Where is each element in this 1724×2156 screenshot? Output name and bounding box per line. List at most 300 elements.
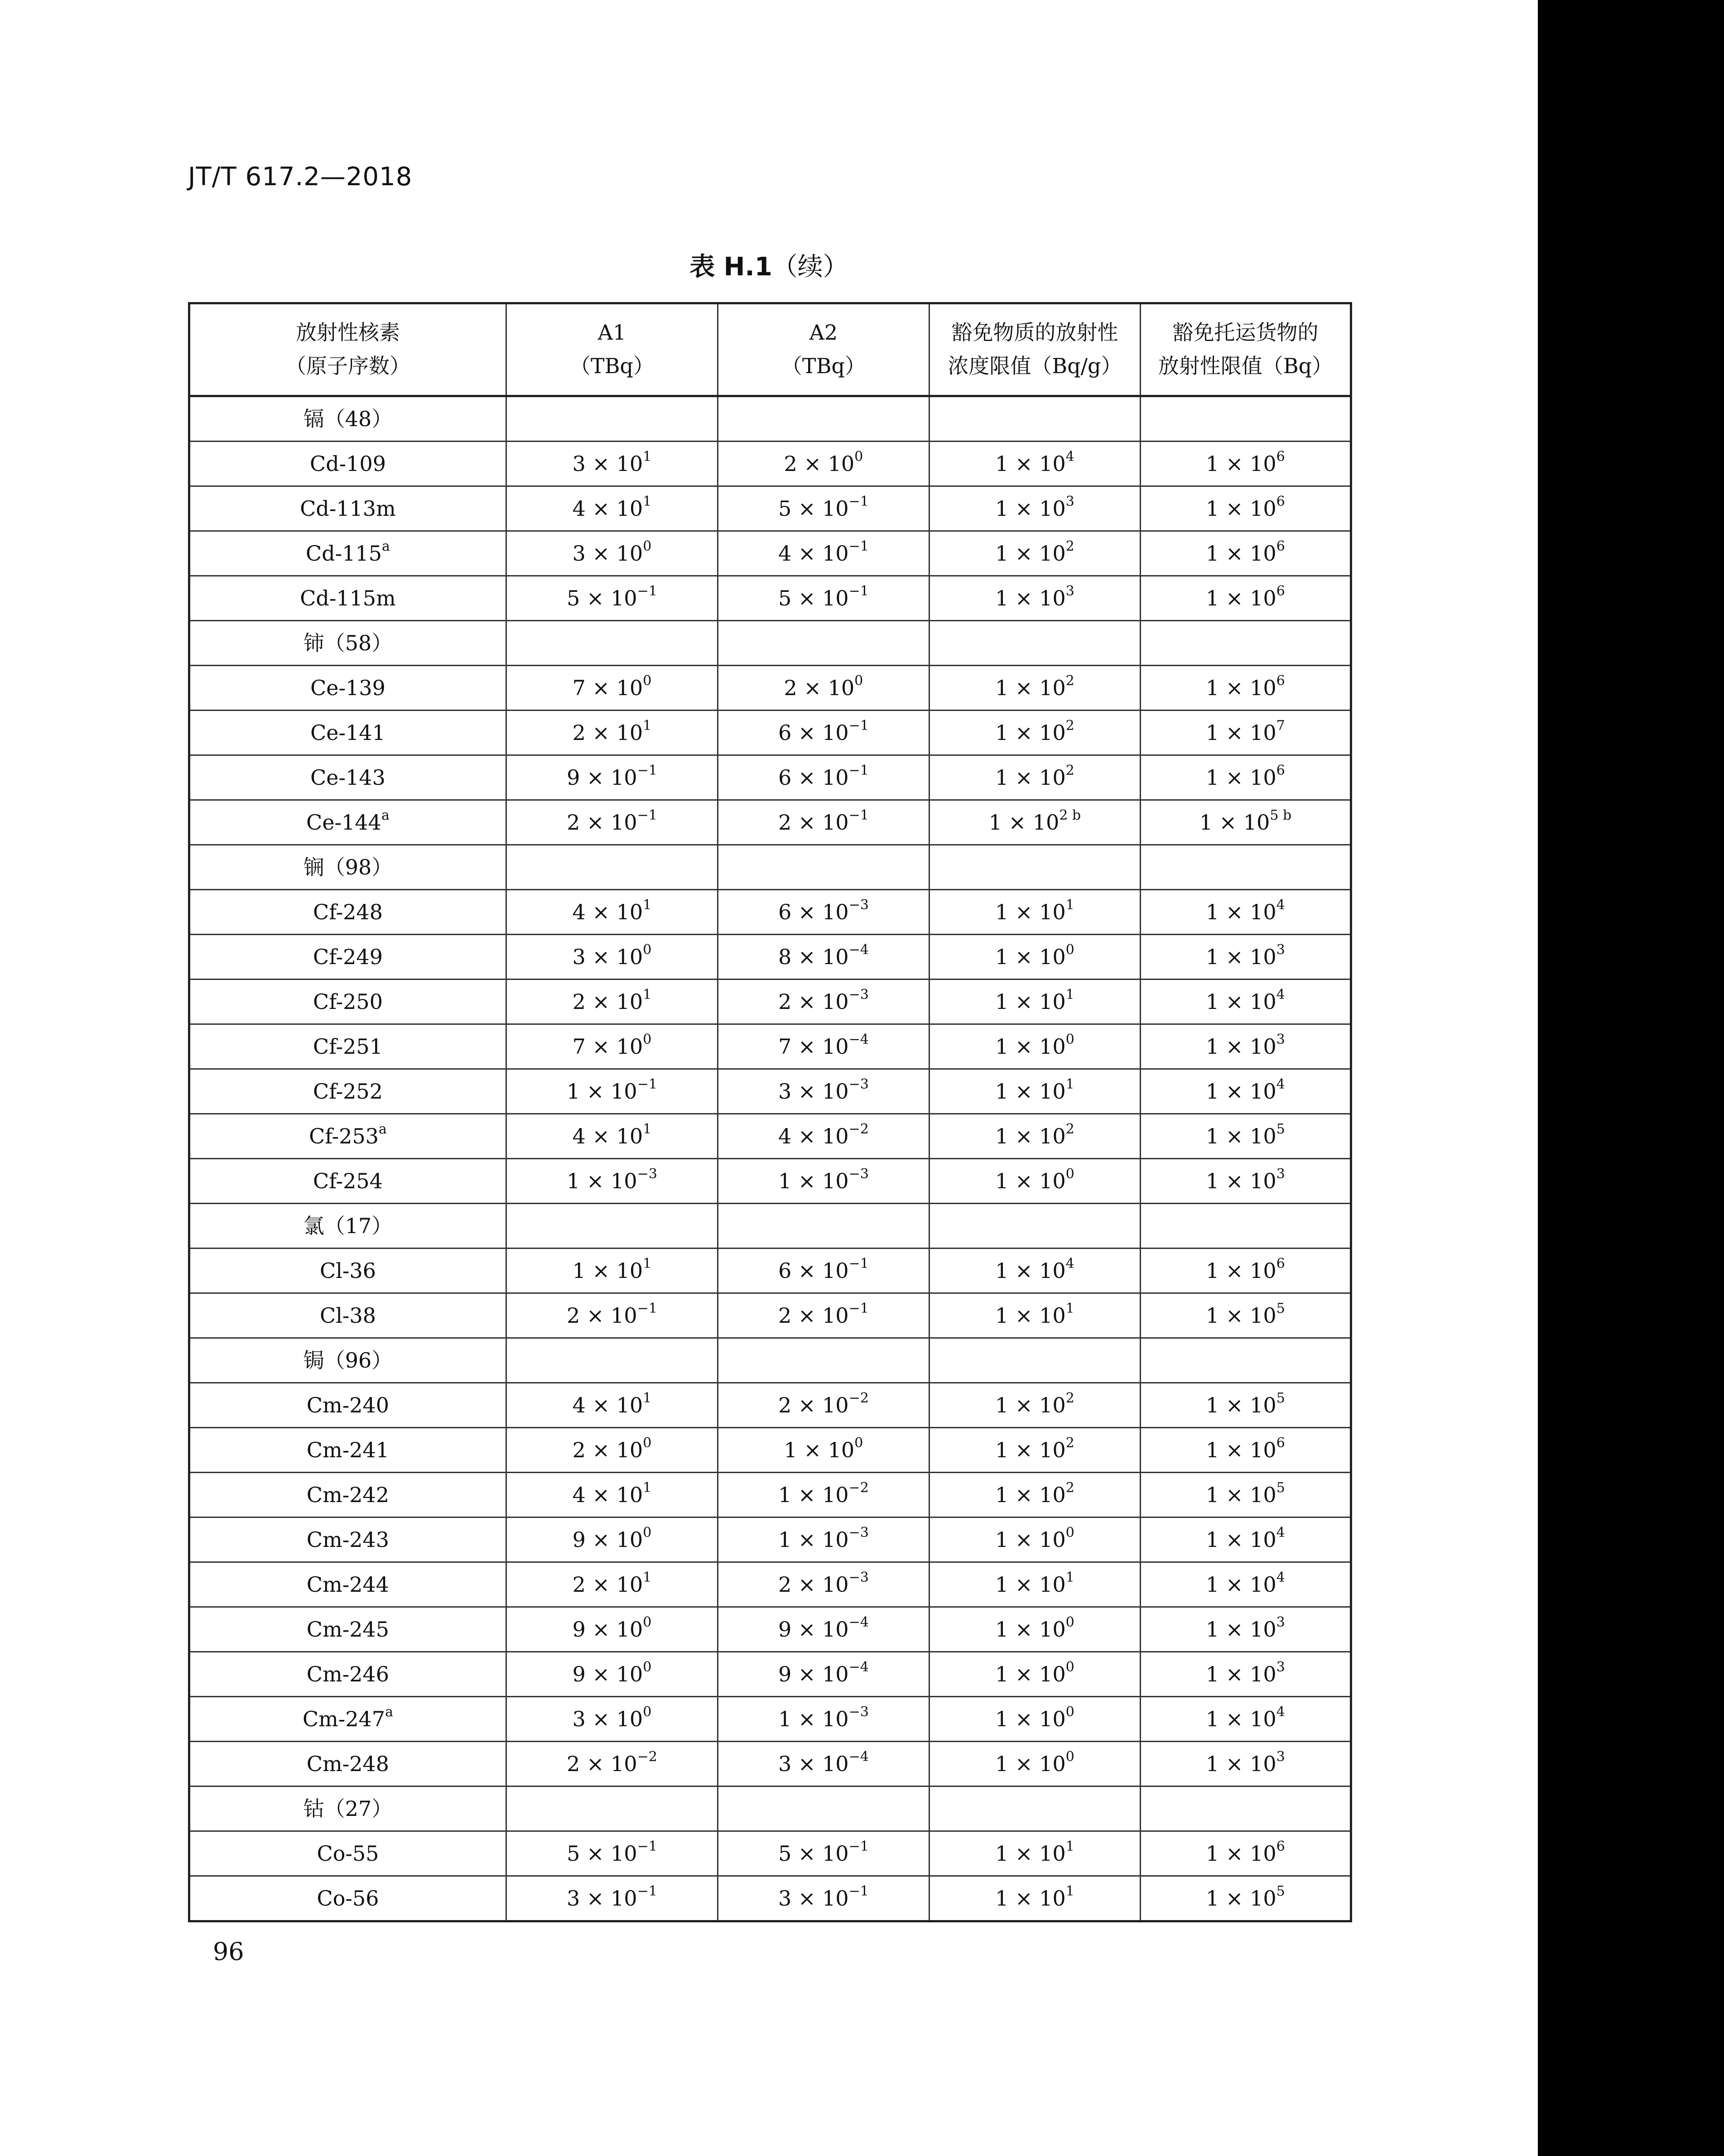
power-base: 10: [822, 1393, 849, 1417]
power-base: 10: [822, 1751, 849, 1776]
a1-value: [506, 576, 718, 621]
exponent: 5: [1276, 1390, 1285, 1406]
times-sign: ×: [1226, 1393, 1243, 1417]
power-base: 10: [616, 1706, 643, 1731]
a2-value: [718, 1428, 929, 1473]
power-base: 10: [1039, 1124, 1066, 1148]
exponent: 1: [643, 897, 652, 913]
exponent: −3: [848, 1076, 869, 1092]
times-sign: ×: [1226, 1258, 1243, 1283]
a1-value: [506, 1607, 718, 1652]
exempt-concentration-value: [929, 1742, 1141, 1786]
mantissa: 9: [572, 1661, 586, 1686]
power-base: 10: [822, 1706, 849, 1731]
nuclide-name: Cm-245: [306, 1617, 390, 1642]
a2-value: [718, 1159, 929, 1204]
power-base: 10: [1039, 944, 1066, 969]
times-sign: ×: [586, 586, 604, 610]
exponent: 1: [643, 1121, 652, 1137]
power-base: 10: [616, 1572, 643, 1597]
times-sign: ×: [1226, 1437, 1243, 1462]
exempt-consignment-value: [1141, 800, 1351, 845]
exempt-consignment-value: [1141, 1428, 1351, 1473]
power-base: 10: [1039, 1706, 1066, 1731]
exempt-concentration-value: [929, 1293, 1141, 1338]
mantissa: 1: [1206, 541, 1219, 566]
exponent: 1: [643, 1479, 652, 1496]
exempt-concentration-value: [929, 800, 1141, 845]
exempt-consignment-value: [1141, 1114, 1351, 1159]
times-sign: ×: [1226, 1124, 1243, 1148]
exponent: −1: [848, 762, 869, 778]
power-base: 10: [616, 1258, 643, 1283]
exempt-concentration-value: [929, 1517, 1141, 1562]
empty-cell: [1141, 1786, 1351, 1831]
empty-cell: [718, 396, 929, 442]
nuclide-name: Ce-141: [310, 720, 385, 745]
mantissa: 1: [995, 1661, 1009, 1686]
power-base: 10: [1039, 1303, 1066, 1328]
a1-value: [506, 711, 718, 755]
times-sign: ×: [586, 810, 604, 835]
times-sign: ×: [798, 1168, 816, 1193]
a2-value: [718, 1114, 929, 1159]
mantissa: 3: [572, 1706, 586, 1731]
power-base: 10: [822, 496, 849, 521]
nuclide-cell: [189, 1293, 506, 1338]
header-line: A2: [809, 320, 838, 345]
exponent: 0: [643, 1614, 652, 1630]
times-sign: ×: [798, 1527, 816, 1552]
table-row: [189, 1473, 1351, 1517]
element-group-row: [189, 396, 1351, 442]
exempt-concentration-value: [929, 1562, 1141, 1607]
a1-value: [506, 1248, 718, 1293]
element-group-row: [189, 621, 1351, 666]
times-sign: ×: [798, 1079, 816, 1104]
table-row: [189, 1876, 1351, 1921]
power-base: 10: [1039, 675, 1066, 700]
exempt-concentration-value: [929, 711, 1141, 755]
exempt-concentration-value: [929, 1069, 1141, 1114]
exempt-consignment-value: [1141, 755, 1351, 800]
power-base: 10: [1250, 765, 1276, 790]
exempt-concentration-value: [929, 890, 1141, 935]
mantissa: 3: [572, 451, 586, 476]
exponent: 1: [643, 1569, 652, 1585]
nuclide-cell: [189, 711, 506, 755]
nuclide-name: Cf-249: [313, 944, 383, 969]
a1-value: [506, 800, 718, 845]
power-base: 10: [1039, 451, 1066, 476]
nuclide-name: Cl-38: [320, 1303, 376, 1328]
mantissa: 1: [995, 1437, 1009, 1462]
mantissa: 1: [1206, 1661, 1219, 1686]
times-sign: ×: [1015, 1751, 1033, 1776]
exponent: 6: [1276, 493, 1285, 509]
a2-value: [718, 1383, 929, 1428]
times-sign: ×: [804, 675, 822, 700]
times-sign: ×: [592, 1258, 610, 1283]
times-sign: ×: [1015, 1841, 1033, 1866]
document-code: JT/T 617.2—2018: [188, 162, 413, 192]
a1-value: [506, 1473, 718, 1517]
nuclide-cell: [189, 1473, 506, 1517]
times-sign: ×: [1015, 496, 1033, 521]
mantissa: 2: [567, 1751, 580, 1776]
times-sign: ×: [592, 1706, 610, 1731]
nuclide-name: Co-56: [317, 1886, 379, 1911]
exponent: 1: [1065, 897, 1074, 913]
times-sign: ×: [798, 1303, 816, 1328]
nuclide-name: Cm-241: [306, 1437, 390, 1462]
exponent: −4: [848, 1748, 869, 1765]
mantissa: 1: [995, 1572, 1009, 1597]
nuclide-cell: [189, 1607, 506, 1652]
power-base: 10: [1039, 765, 1066, 790]
nuclide-name: Cm-246: [306, 1661, 390, 1686]
mantissa: 9: [778, 1661, 792, 1686]
power-base: 10: [1039, 989, 1066, 1014]
exempt-consignment-value: [1141, 1159, 1351, 1204]
times-sign: ×: [1226, 720, 1243, 745]
exponent: 5 b: [1270, 807, 1292, 823]
header-exempt-consignment: [1141, 303, 1351, 396]
times-sign: ×: [798, 1751, 816, 1776]
empty-cell: [1141, 1204, 1351, 1248]
times-sign: ×: [798, 1393, 816, 1417]
power-base: 10: [822, 765, 849, 790]
mantissa: 1: [995, 899, 1009, 924]
times-sign: ×: [592, 1124, 610, 1148]
power-base: 10: [1250, 1393, 1276, 1417]
exponent: 5: [1276, 1479, 1285, 1496]
footnote-marker: a: [381, 807, 390, 823]
times-sign: ×: [592, 899, 610, 924]
table-row: [189, 576, 1351, 621]
header-line: （TBq）: [781, 354, 866, 378]
empty-cell: [506, 1338, 718, 1383]
nuclide-name: Cd-115m: [300, 586, 396, 610]
exponent: 6: [1276, 762, 1285, 778]
mantissa: 1: [995, 1168, 1009, 1193]
mantissa: 1: [1206, 451, 1219, 476]
power-base: 10: [616, 899, 643, 924]
exponent: 6: [1276, 583, 1285, 599]
times-sign: ×: [592, 944, 610, 969]
nuclide-cell: [189, 442, 506, 486]
a1-value: [506, 890, 718, 935]
header-line: （原子序数）: [285, 354, 410, 378]
mantissa: 2: [778, 810, 792, 835]
empty-cell: [929, 845, 1141, 890]
element-name: 镉（48）: [189, 396, 506, 442]
times-sign: ×: [798, 1706, 816, 1731]
mantissa: 1: [784, 1437, 797, 1462]
mantissa: 1: [1206, 944, 1219, 969]
power-base: 10: [822, 810, 849, 835]
table-row: [189, 1652, 1351, 1697]
a1-value: [506, 666, 718, 711]
exponent: 6: [1276, 1255, 1285, 1272]
footnote-marker: a: [385, 1704, 394, 1720]
mantissa: 1: [1206, 1124, 1219, 1148]
exponent: 0: [854, 672, 863, 689]
exponent: 0: [643, 672, 652, 689]
nuclide-name: Co-55: [317, 1841, 379, 1866]
times-sign: ×: [1015, 1303, 1033, 1328]
power-base: 10: [1250, 1617, 1276, 1642]
times-sign: ×: [1226, 451, 1243, 476]
times-sign: ×: [1226, 675, 1243, 700]
exponent: −4: [848, 941, 869, 958]
mantissa: 1: [567, 1079, 580, 1104]
mantissa: 1: [995, 1034, 1009, 1059]
exponent: 4: [1065, 1255, 1074, 1272]
power-base: 10: [611, 1841, 637, 1866]
times-sign: ×: [1226, 1572, 1243, 1597]
exempt-concentration-value: [929, 1428, 1141, 1473]
exponent: −1: [637, 1300, 657, 1316]
table-title-continued: （续）: [772, 252, 848, 282]
mantissa: 1: [995, 1527, 1009, 1552]
exponent: 4: [1276, 1524, 1285, 1541]
power-base: 10: [616, 1527, 643, 1552]
a2-value: [718, 711, 929, 755]
power-base: 10: [1250, 541, 1276, 566]
mantissa: 2: [784, 451, 797, 476]
exempt-consignment-value: [1141, 1069, 1351, 1114]
nuclide-cell: [189, 1876, 506, 1921]
power-base: 10: [616, 1437, 643, 1462]
times-sign: ×: [1015, 1886, 1033, 1911]
exponent: −3: [848, 1704, 869, 1720]
times-sign: ×: [1226, 899, 1243, 924]
header-exempt-concentration: [929, 303, 1141, 396]
nuclide-name: Ce-139: [310, 675, 385, 700]
power-base: 10: [822, 989, 849, 1014]
mantissa: 2: [572, 1572, 586, 1597]
power-base: 10: [1250, 1751, 1276, 1776]
exponent: 3: [1065, 493, 1074, 509]
times-sign: ×: [1015, 541, 1033, 566]
exponent: 3: [1276, 1614, 1285, 1630]
exempt-concentration-value: [929, 1607, 1141, 1652]
mantissa: 1: [995, 451, 1009, 476]
table-row: [189, 1114, 1351, 1159]
mantissa: 2: [784, 675, 797, 700]
mantissa: 2: [778, 989, 792, 1014]
mantissa: 1: [1206, 1482, 1219, 1507]
exponent: 0: [643, 941, 652, 958]
power-base: 10: [611, 1751, 637, 1776]
exponent: 4: [1276, 897, 1285, 913]
power-base: 10: [616, 1482, 643, 1507]
table-row: [189, 442, 1351, 486]
mantissa: 1: [1206, 496, 1219, 521]
mantissa: 3: [778, 1751, 792, 1776]
times-sign: ×: [1226, 1168, 1243, 1193]
mantissa: 1: [778, 1706, 792, 1731]
nuclide-name: Ce-143: [310, 765, 385, 790]
times-sign: ×: [592, 451, 610, 476]
power-base: 10: [822, 720, 849, 745]
exponent: 3: [1276, 1031, 1285, 1047]
power-base: 10: [611, 1303, 637, 1328]
table-row: [189, 1517, 1351, 1562]
table-row: [189, 980, 1351, 1024]
exempt-concentration-value: [929, 980, 1141, 1024]
power-base: 10: [616, 720, 643, 745]
exponent: 2: [1065, 1435, 1074, 1451]
nuclide-cell: [189, 1517, 506, 1562]
times-sign: ×: [586, 1303, 604, 1328]
nuclide-cell: [189, 1383, 506, 1428]
power-base: 10: [1039, 1572, 1066, 1597]
power-base: 10: [1039, 1168, 1066, 1193]
exempt-concentration-value: [929, 666, 1141, 711]
exempt-consignment-value: [1141, 1024, 1351, 1069]
mantissa: 4: [572, 899, 586, 924]
element-group-row: [189, 1204, 1351, 1248]
mantissa: 1: [995, 1751, 1009, 1776]
empty-cell: [506, 1204, 718, 1248]
exponent: −1: [848, 1838, 869, 1854]
element-name: 锔（96）: [189, 1338, 506, 1383]
times-sign: ×: [1226, 765, 1243, 790]
power-base: 10: [616, 675, 643, 700]
times-sign: ×: [804, 451, 822, 476]
power-base: 10: [822, 1258, 849, 1283]
exponent: 4: [1276, 1704, 1285, 1720]
nuclide-name: Cm-248: [306, 1751, 390, 1776]
mantissa: 1: [1206, 765, 1219, 790]
mantissa: 1: [778, 1168, 792, 1193]
mantissa: 1: [995, 1303, 1009, 1328]
power-base: 10: [822, 1124, 849, 1148]
exponent: −1: [848, 1255, 869, 1272]
empty-cell: [718, 1204, 929, 1248]
mantissa: 1: [995, 496, 1009, 521]
power-base: 10: [1250, 586, 1276, 610]
exponent: −2: [848, 1121, 869, 1137]
table-row: [189, 666, 1351, 711]
footnote-marker: a: [379, 1121, 387, 1137]
times-sign: ×: [1015, 1437, 1033, 1462]
empty-cell: [1141, 621, 1351, 666]
times-sign: ×: [592, 989, 610, 1014]
mantissa: 1: [1206, 1258, 1219, 1283]
mantissa: 6: [778, 1258, 792, 1283]
a1-value: [506, 1652, 718, 1697]
exponent: 2: [1065, 762, 1074, 778]
times-sign: ×: [592, 675, 610, 700]
power-base: 10: [1039, 1437, 1066, 1462]
mantissa: 1: [995, 1258, 1009, 1283]
mantissa: 1: [778, 1482, 792, 1507]
power-base: 10: [1039, 541, 1066, 566]
times-sign: ×: [1015, 989, 1033, 1014]
power-base: 10: [822, 944, 849, 969]
power-base: 10: [1250, 1258, 1276, 1283]
element-name: 铈（58）: [189, 621, 506, 666]
mantissa: 1: [995, 765, 1009, 790]
a2-value: [718, 1293, 929, 1338]
mantissa: 1: [1206, 1079, 1219, 1104]
times-sign: ×: [798, 1841, 816, 1866]
exponent: 4: [1276, 1076, 1285, 1092]
mantissa: 6: [778, 899, 792, 924]
power-base: 10: [616, 989, 643, 1014]
mantissa: 5: [778, 586, 792, 610]
mantissa: 5: [567, 586, 580, 610]
nuclide-name: Cf-250: [313, 989, 383, 1014]
exponent: 2: [1065, 538, 1074, 554]
power-base: 10: [1039, 720, 1066, 745]
power-base: 10: [822, 1303, 849, 1328]
table-title: [0, 247, 1538, 283]
a2-value: [718, 980, 929, 1024]
times-sign: ×: [592, 1572, 610, 1597]
exponent: −1: [637, 1883, 657, 1899]
mantissa: 1: [572, 1258, 586, 1283]
exponent: −1: [848, 1883, 869, 1899]
header-line: 浓度限值（Bq/g）: [948, 354, 1122, 378]
exponent: 1: [1065, 1883, 1074, 1899]
times-sign: ×: [1015, 1706, 1033, 1731]
exponent: 2: [1065, 1390, 1074, 1406]
a2-value: [718, 486, 929, 531]
times-sign: ×: [586, 1751, 604, 1776]
times-sign: ×: [1226, 944, 1243, 969]
exempt-concentration-value: [929, 442, 1141, 486]
a1-value: [506, 755, 718, 800]
exponent: −4: [848, 1614, 869, 1630]
exempt-consignment-value: [1141, 531, 1351, 576]
mantissa: 2: [778, 1393, 792, 1417]
header-line: （TBq）: [570, 354, 654, 378]
a1-value: [506, 1114, 718, 1159]
nuclide-cell: [189, 1652, 506, 1697]
power-base: 10: [1039, 1661, 1066, 1686]
power-base: 10: [1250, 496, 1276, 521]
mantissa: 4: [572, 1393, 586, 1417]
mantissa: 3: [778, 1079, 792, 1104]
power-base: 10: [1250, 1572, 1276, 1597]
a2-value: [718, 1876, 929, 1921]
exponent: 1: [1065, 1838, 1074, 1854]
times-sign: ×: [586, 1079, 604, 1104]
power-base: 10: [822, 541, 849, 566]
times-sign: ×: [798, 496, 816, 521]
a2-value: [718, 890, 929, 935]
power-base: 10: [616, 496, 643, 521]
empty-cell: [718, 1338, 929, 1383]
element-name: 钴（27）: [189, 1786, 506, 1831]
exempt-consignment-value: [1141, 486, 1351, 531]
times-sign: ×: [1015, 1572, 1033, 1597]
exempt-consignment-value: [1141, 1248, 1351, 1293]
mantissa: 1: [778, 1527, 792, 1552]
power-base: 10: [822, 1168, 849, 1193]
mantissa: 1: [1206, 1751, 1219, 1776]
exponent: −1: [637, 807, 657, 823]
table-row: [189, 800, 1351, 845]
power-base: 10: [1250, 1168, 1276, 1193]
table-body: [189, 396, 1351, 1921]
exponent: 1: [643, 1390, 652, 1406]
nuclide-cell: [189, 576, 506, 621]
